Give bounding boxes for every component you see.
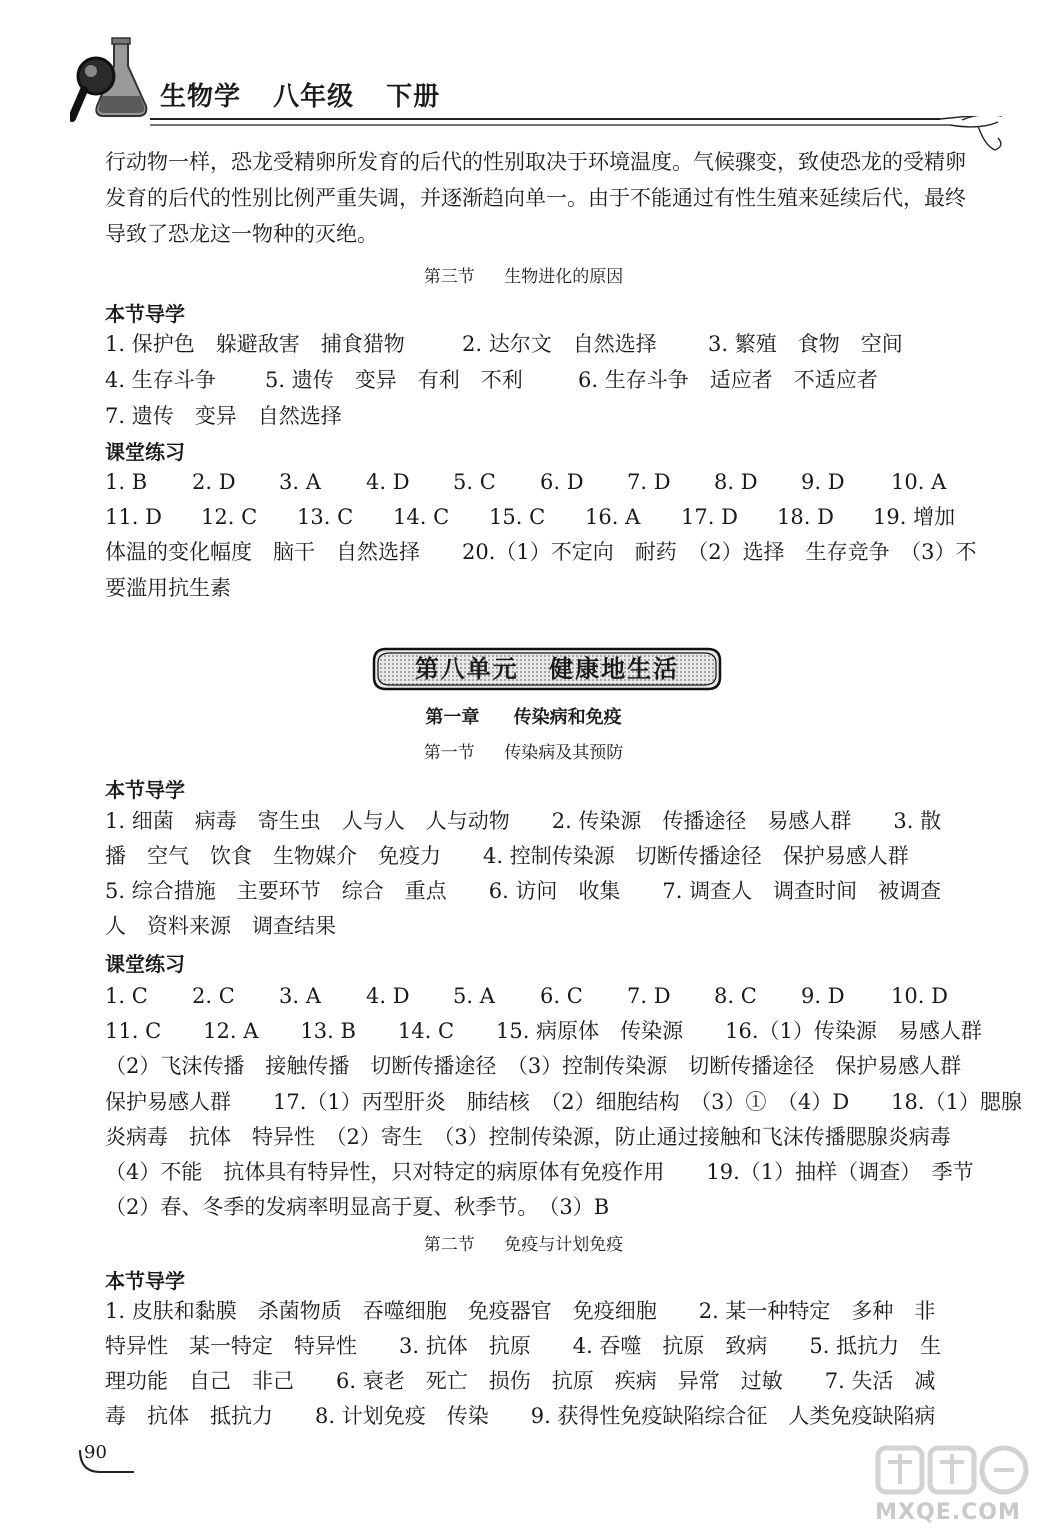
magnifier-flask-logo-icon [70, 36, 152, 126]
guide-line: 1. 皮肤和黏膜 杀菌物质 吞噬细胞 免疫器官 免疫细胞 2. 某一种特定 多种 非 [105, 1299, 936, 1323]
answer-item: 7. D [627, 470, 671, 494]
answer-item: 5. A [453, 984, 495, 1008]
answer-item: 12. C [201, 505, 258, 529]
practice-row [105, 978, 985, 1014]
section-number: 第一节 [423, 743, 475, 763]
book-title [160, 76, 462, 113]
intro-line: 发育的后代的性别比例严重失调，并逐渐趋向单一。由于不能通过有性生殖来延续后代，最终 [105, 186, 966, 210]
page-number: 90 [84, 1442, 107, 1463]
practice-heading: 课堂练习 [105, 440, 185, 464]
answer-item: 4. D [366, 470, 410, 494]
answer-item: 3. 繁殖 食物 空间 [708, 332, 903, 356]
guide-line: 理功能 自己 非己 6. 衰老 死亡 损伤 抗原 疾病 异常 过敏 7. 失活 减 [105, 1369, 936, 1393]
answer-item: 15. C [489, 505, 546, 529]
answer-item: 3. A [279, 470, 321, 494]
section-number: 第三节 [423, 267, 475, 287]
answer-item: 13. C [297, 505, 354, 529]
unit-title [372, 647, 722, 691]
answer-item: 8. D [714, 470, 758, 494]
answer-item: 11. D [105, 505, 162, 529]
practice-row [105, 464, 985, 500]
unit-name: 健康地生活 [549, 654, 680, 683]
answer-item: 6. D [540, 470, 584, 494]
guide-line: 7. 遗传 变异 自然选择 [105, 404, 342, 428]
guide-heading: 本节导学 [105, 778, 185, 802]
answer-item: 7. D [627, 984, 671, 1008]
answer-item: 4. 生存斗争 [105, 368, 216, 392]
answer-item: 10. D [891, 984, 948, 1008]
guide-line: 特异性 某一特定 特异性 3. 抗体 抗原 4. 吞噬 抗原 致病 5. 抵抗力 生 [105, 1334, 942, 1358]
answer-item: 4. D [366, 984, 410, 1008]
section-title-2 [0, 1230, 1047, 1255]
answer-item: 14. C [393, 505, 450, 529]
guide-heading: 本节导学 [105, 1269, 185, 1293]
guide-line: 1. 细菌 病毒 寄生虫 人与人 人与动物 2. 传染源 传播途径 易感人群 3. 散 [105, 809, 942, 833]
guide-line: 毒 抗体 抵抗力 8. 计划免疫 传染 9. 获得性免疫缺陷综合征 人类免疫缺陷病 [105, 1404, 936, 1428]
guide-line: 人 资料来源 调查结果 [105, 914, 336, 938]
section-name: 生物进化的原因 [504, 267, 624, 287]
answer-item: 10. A [891, 470, 947, 494]
answer-item: 1. 保护色 躲避敌害 捕食猎物 [105, 332, 405, 356]
practice-heading: 课堂练习 [105, 952, 185, 976]
practice-line: 要滥用抗生素 [105, 576, 231, 600]
practice-line: （4）不能 抗体具有特异性，只对特定的病原体有免疫作用 19.（1）抽样（调查） 季节 [105, 1160, 974, 1184]
guide-line [105, 326, 985, 362]
answer-item: 6. C [540, 984, 583, 1008]
answer-item: 17. D [681, 505, 738, 529]
answer-item: 2. D [192, 470, 236, 494]
answer-item: 9. D [801, 984, 845, 1008]
chapter-number: 第一章 [425, 707, 480, 728]
section-name: 免疫与计划免疫 [504, 1235, 624, 1255]
answer-item: 5. 遗传 变异 有利 不利 [265, 368, 523, 392]
answer-item: 3. A [279, 984, 321, 1008]
practice-line: 体温的变化幅度 脑干 自然选择 20.（1）不定向 耐药 （2）选择 生存竞争 （3）不 [105, 540, 977, 564]
page-header [70, 30, 1020, 140]
intro-line: 导致了恐龙这一物种的灭绝。 [105, 222, 378, 246]
practice-line: （2）飞沫传播 接触传播 切断传播途径 （3）控制传染源 切断传播途径 保护易感人群 [105, 1054, 962, 1078]
section-title-3 [0, 262, 1047, 287]
guide-line [105, 362, 985, 398]
answer-item: 2. 达尔文 自然选择 [462, 332, 657, 356]
chapter-title [0, 703, 1047, 729]
section-name: 传染病及其预防 [504, 743, 624, 763]
section-title-1 [0, 738, 1047, 763]
chapter-name: 传染病和免疫 [513, 707, 622, 728]
practice-row [105, 499, 985, 535]
answer-item: 2. C [192, 984, 235, 1008]
guide-line: 5. 综合措施 主要环节 综合 重点 6. 访问 收集 7. 调查人 调查时间 被调查 [105, 879, 942, 903]
unit-number: 第八单元 [414, 654, 519, 683]
subject-label: 生物学 [160, 82, 242, 112]
answer-item: 6. 生存斗争 适应者 不适应者 [578, 368, 878, 392]
guide-heading: 本节导学 [105, 302, 185, 326]
practice-line: 炎病毒 抗体 特异性 （2）寄生 （3）控制传染源，防止通过接触和飞沫传播腮腺炎病毒 [105, 1125, 951, 1149]
intro-line: 行动物一样，恐龙受精卵所发育的后代的性别取决于环境温度。气候骤变，致使恐龙的受精卵 [105, 150, 966, 174]
section-number: 第二节 [423, 1235, 475, 1255]
watermark-text: MXQE.COM [875, 1500, 1021, 1525]
answer-item: 9. D [801, 470, 845, 494]
volume-label: 下册 [386, 82, 441, 112]
practice-line: （2）春、冬季的发病率明显高于夏、秋季节。 （3）B [105, 1195, 610, 1219]
answer-item: 18. D [777, 505, 834, 529]
answer-item: 19. 增加 [873, 505, 956, 529]
practice-line: 11. C 12. A 13. B 14. C 15. 病原体 传染源 16.（1）传染源 易感人群 [105, 1019, 982, 1043]
answer-item: 8. C [714, 984, 757, 1008]
practice-line: 保护易感人群 17.（1）丙型肝炎 肺结核 （2）细胞结构 （3）① （4）D 18.（1）腮腺 [105, 1090, 1022, 1114]
grade-label: 八年级 [273, 82, 355, 112]
answer-item: 1. C [105, 984, 148, 1008]
guide-line: 播 空气 饮食 生物媒介 免疫力 4. 控制传染源 切断传播途径 保护易感人群 [105, 844, 909, 868]
answer-item: 16. A [585, 505, 641, 529]
answer-item: 1. B [105, 470, 148, 494]
answer-item: 5. C [453, 470, 496, 494]
